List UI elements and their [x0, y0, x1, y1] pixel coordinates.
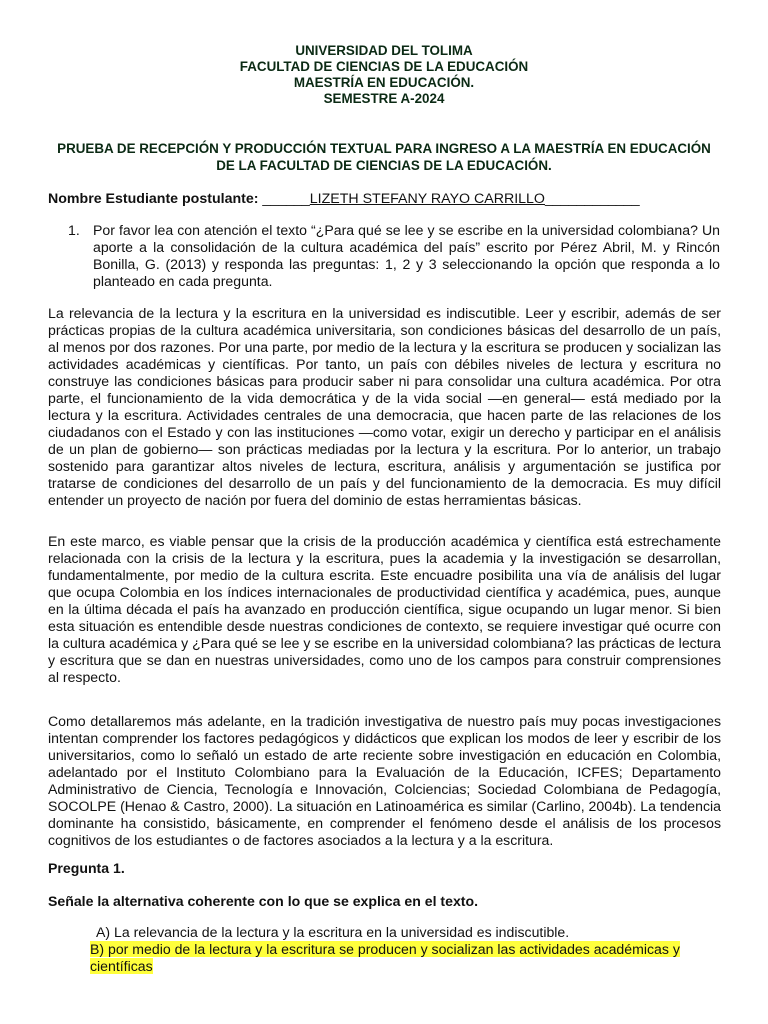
test-title: PRUEBA DE RECEPCIÓN Y PRODUCCIÓN TEXTUAL PARA INGRESO A LA MAESTRÍA EN EDUCACIÓN DE LA FACULTAD DE CIENCIAS DE LA EDUCACIÓN.	[57, 141, 711, 173]
question-instruction: Señale la alternativa coherente con lo que se explica en el texto.	[48, 893, 479, 909]
document-header	[0, 43, 768, 107]
instruction-item	[68, 222, 720, 290]
instruction-text: Por favor lea con atención el texto “¿Para qué se lee y se escribe en la universidad colombiana? Un aporte a la consolidación de la cultura académica del país” escrito por Pérez Abril, M. y Rincón Bonilla, G. (2013) y responda las preguntas: 1, 2 y 3 seleccionando la opción que responda a lo planteado en cada pregunta.	[93, 222, 720, 289]
answer-option-a: A) La relevancia de la lectura y la escritura en la universidad es indiscutible.	[96, 924, 570, 940]
instruction-number: 1.	[68, 222, 80, 238]
highlighted-answer: B) por medio de la lectura y la escritura se producen y socializan las actividades académicas y científicas	[90, 941, 680, 974]
student-name-lead-blank: ______	[262, 191, 310, 207]
student-name-label: Nombre Estudiante postulante:	[48, 191, 259, 207]
semester: SEMESTRE A-2024	[323, 91, 445, 106]
answer-option-b	[90, 941, 724, 975]
program-name: MAESTRÍA EN EDUCACIÓN.	[293, 75, 475, 90]
question-heading: Pregunta 1.	[48, 860, 125, 876]
university-name: UNIVERSIDAD DEL TOLIMA	[295, 43, 473, 58]
student-name-trail-blank: ____________	[544, 191, 640, 207]
faculty-name: FACULTAD DE CIENCIAS DE LA EDUCACIÓN	[239, 59, 529, 74]
reading-paragraph: En este marco, es viable pensar que la crisis de la producción académica y científica está estrechamente relacionada con la crisis de la lectura y la escritura, pues la academia y la investigación se desarrollan, fundamentalmente, por medio de la cultura escrita. Este encuadre posibilita una vía de análisis del lugar que ocupa Colombia en los índices internacionales de productividad científica y académica, pues, aunque en la última década el país ha avanzado en producción científica, sigue ocupando un lugar menor. Si bien esta situación es entendible desde nuestras condiciones de contexto, se requiere investigar qué ocurre con la cultura académica y ¿Para qué se lee y se escribe en la universidad colombiana? las prácticas de lectura y escritura que se dan en nuestras universidades, como uno de los campos para construir comprensiones al respecto.	[48, 533, 721, 685]
reading-paragraph: La relevancia de la lectura y la escritura en la universidad es indiscutible. Leer y escribir, además de ser prácticas propias de la cultura académica universitaria, son condiciones básicas del desarrollo de un país, al menos por dos razones. Por una parte, por medio de la lectura y la escritura se producen y socializan las actividades académicas y científicas. Por tanto, un país con débiles niveles de lectura y escritura no construye las condiciones básicas para producir saber ni para consolidar una cultura académica. Por otra parte, el funcionamiento de la vida democrática y de la vida social —en general— está mediado por la lectura y la escritura. Actividades centrales de una democracia, que hacen parte de las relaciones de los ciudadanos con el Estado y con las instituciones —como votar, exigir un derecho y participar en el análisis de un plan de gobierno— son prácticas mediadas por la lectura y la escritura. Por lo anterior, un trabajo sostenido para garantizar altos niveles de lectura, escritura, análisis y argumentación se justifica por tratarse de condiciones del desarrollo de un país y del funcionamiento de la democracia. Es muy difícil entender un proyecto de nación por fuera del dominio de estas herramientas básicas.	[48, 305, 721, 508]
student-name-value: LIZETH STEFANY RAYO CARRILLO	[309, 191, 545, 207]
student-name-line	[48, 190, 728, 208]
reading-paragraph: Como detallaremos más adelante, en la tradición investigativa de nuestro país muy pocas investigaciones intentan comprender los factores pedagógicos y didácticos que explican los modos de leer y escribir de los universitarios, como lo señaló un estado de arte reciente sobre investigación en educación en Colombia, adelantado por el Instituto Colombiano para la Evaluación de la Educación, ICFES; Departamento Administrativo de Ciencia, Tecnología e Innovación, Colciencias; Sociedad Colombiana de Pedagogía, SOCOLPE (Henao & Castro, 2000). La situación en Latinoamérica es similar (Carlino, 2004b). La tendencia dominante ha consistido, básicamente, en comprender el fenómeno desde el análisis de los procesos cognitivos de los estudiantes o de factores asociados a la lectura y a la escritura.	[48, 713, 721, 848]
